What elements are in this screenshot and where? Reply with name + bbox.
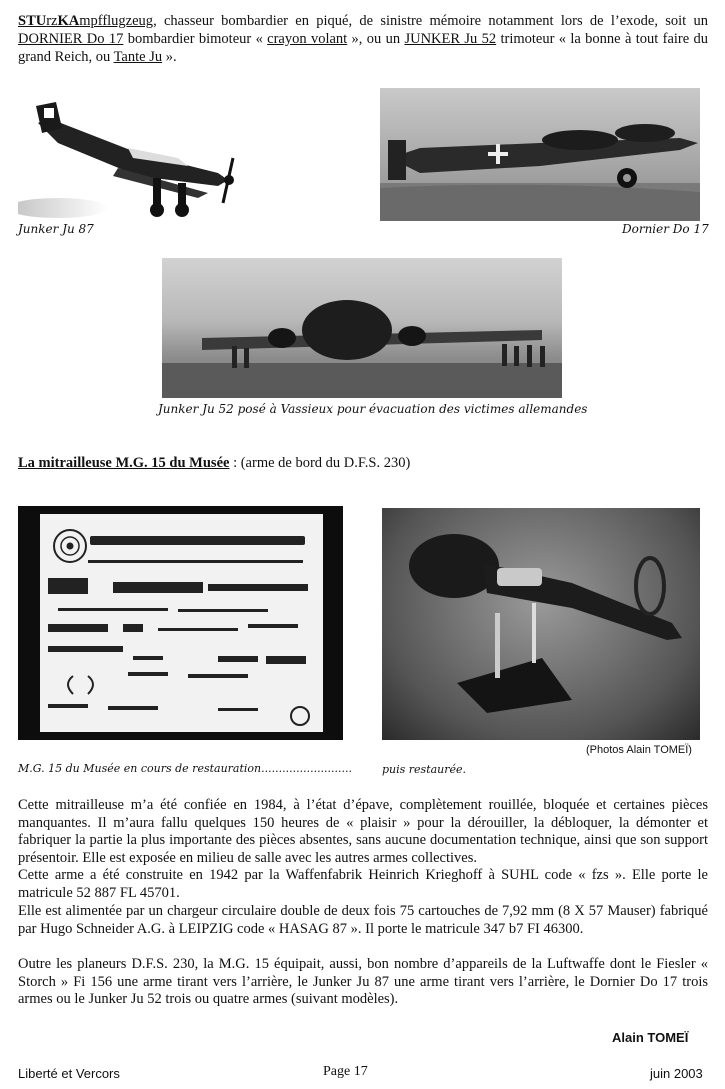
- intro-paragraph: STUrzKAmpfflugzeug, chasseur bombardier en piqué, de sinistre mémoire notamment lors de l’exode, soit un DORNIER Do 17 bombardier bimoteur « crayon volant », ou un JUNKER Ju 52 trimoteur « la bonne à tout faire du grand Reich, ou Tante Ju ».: [18, 13, 709, 65]
- do17-caption: Dornier Do 17: [622, 222, 709, 236]
- junker-term: JUNKER Ju 52: [404, 31, 497, 47]
- stuka-term: STUrzKAmpfflugzeug: [18, 13, 154, 29]
- ju87-photo: [18, 98, 240, 218]
- do17-photo: [380, 88, 700, 221]
- ju52-photo: [162, 258, 562, 398]
- crayon-term: crayon volant: [267, 31, 348, 47]
- mg-restored-photo: [382, 508, 700, 740]
- ju52-caption: Junker Ju 52 posé à Vassieux pour évacuation des victimes allemandes: [158, 402, 588, 416]
- paragraph-1: Cette mitrailleuse m’a été confiée en 1984, à l’état d’épave, complètement rouillée, bloquée et certaines pièces manquantes. Il m’aura fallu quelques 150 heures de « plaisir » pour la dérouiller, la débloquer, la démonter et fabriquer la partie la plus importante des pièces absentes, sans aucune documentation technique, ainsi que son support présentoir. Elle est exposée en milieu de salle avec les autres armes collectives.: [18, 797, 708, 866]
- signature: Alain TOMEÏ: [612, 1030, 689, 1045]
- section-title: La mitrailleuse M.G. 15 du Musée : (arme de bord du D.F.S. 230): [18, 455, 411, 471]
- footer-right: juin 2003: [650, 1066, 703, 1081]
- mg-caption-right: puis restaurée.: [382, 763, 467, 776]
- tante-term: Tante Ju: [113, 49, 163, 65]
- footer-left: Liberté et Vercors: [18, 1066, 120, 1081]
- paragraph-3: Elle est alimentée par un chargeur circulaire double de deux fois 75 cartouches de 7,92 mm (8 X 57 Mauser) fabriqué par Hugo Schneider A.G. à LEIPZIG code « HASAG 87 ». Il porte le matricule 347 b7 FI 46300.: [18, 903, 708, 937]
- mg-caption-left: M.G. 15 du Musée en cours de restauration..........................: [18, 762, 353, 775]
- paragraph-4: Outre les planeurs D.F.S. 230, la M.G. 15 équipait, aussi, bon nombre d’appareils de la Luftwaffe dont le Fiesler « Storch » Fi 156 une arme tirant vers l’arrière, le Junker Ju 87 une arme tirant vers l’arrière, le Dornier Do 17 trois armes ou le Junker Ju 52 trois ou quatre armes (suivant modèles).: [18, 956, 708, 1007]
- paragraph-2: Cette arme a été construite en 1942 par la Waffenfabrik Heinrich Krieghoff à SUHL code « fzs ». Elle porte le matricule 52 887 FL 45701.: [18, 867, 708, 901]
- ju87-caption: Junker Ju 87: [18, 222, 94, 236]
- mg-parts-photo: [18, 506, 343, 740]
- photo-credit: (Photos Alain TOMEÏ): [586, 744, 692, 756]
- page-number: Page 17: [323, 1064, 368, 1079]
- dornier-term: DORNIER Do 17: [18, 31, 124, 47]
